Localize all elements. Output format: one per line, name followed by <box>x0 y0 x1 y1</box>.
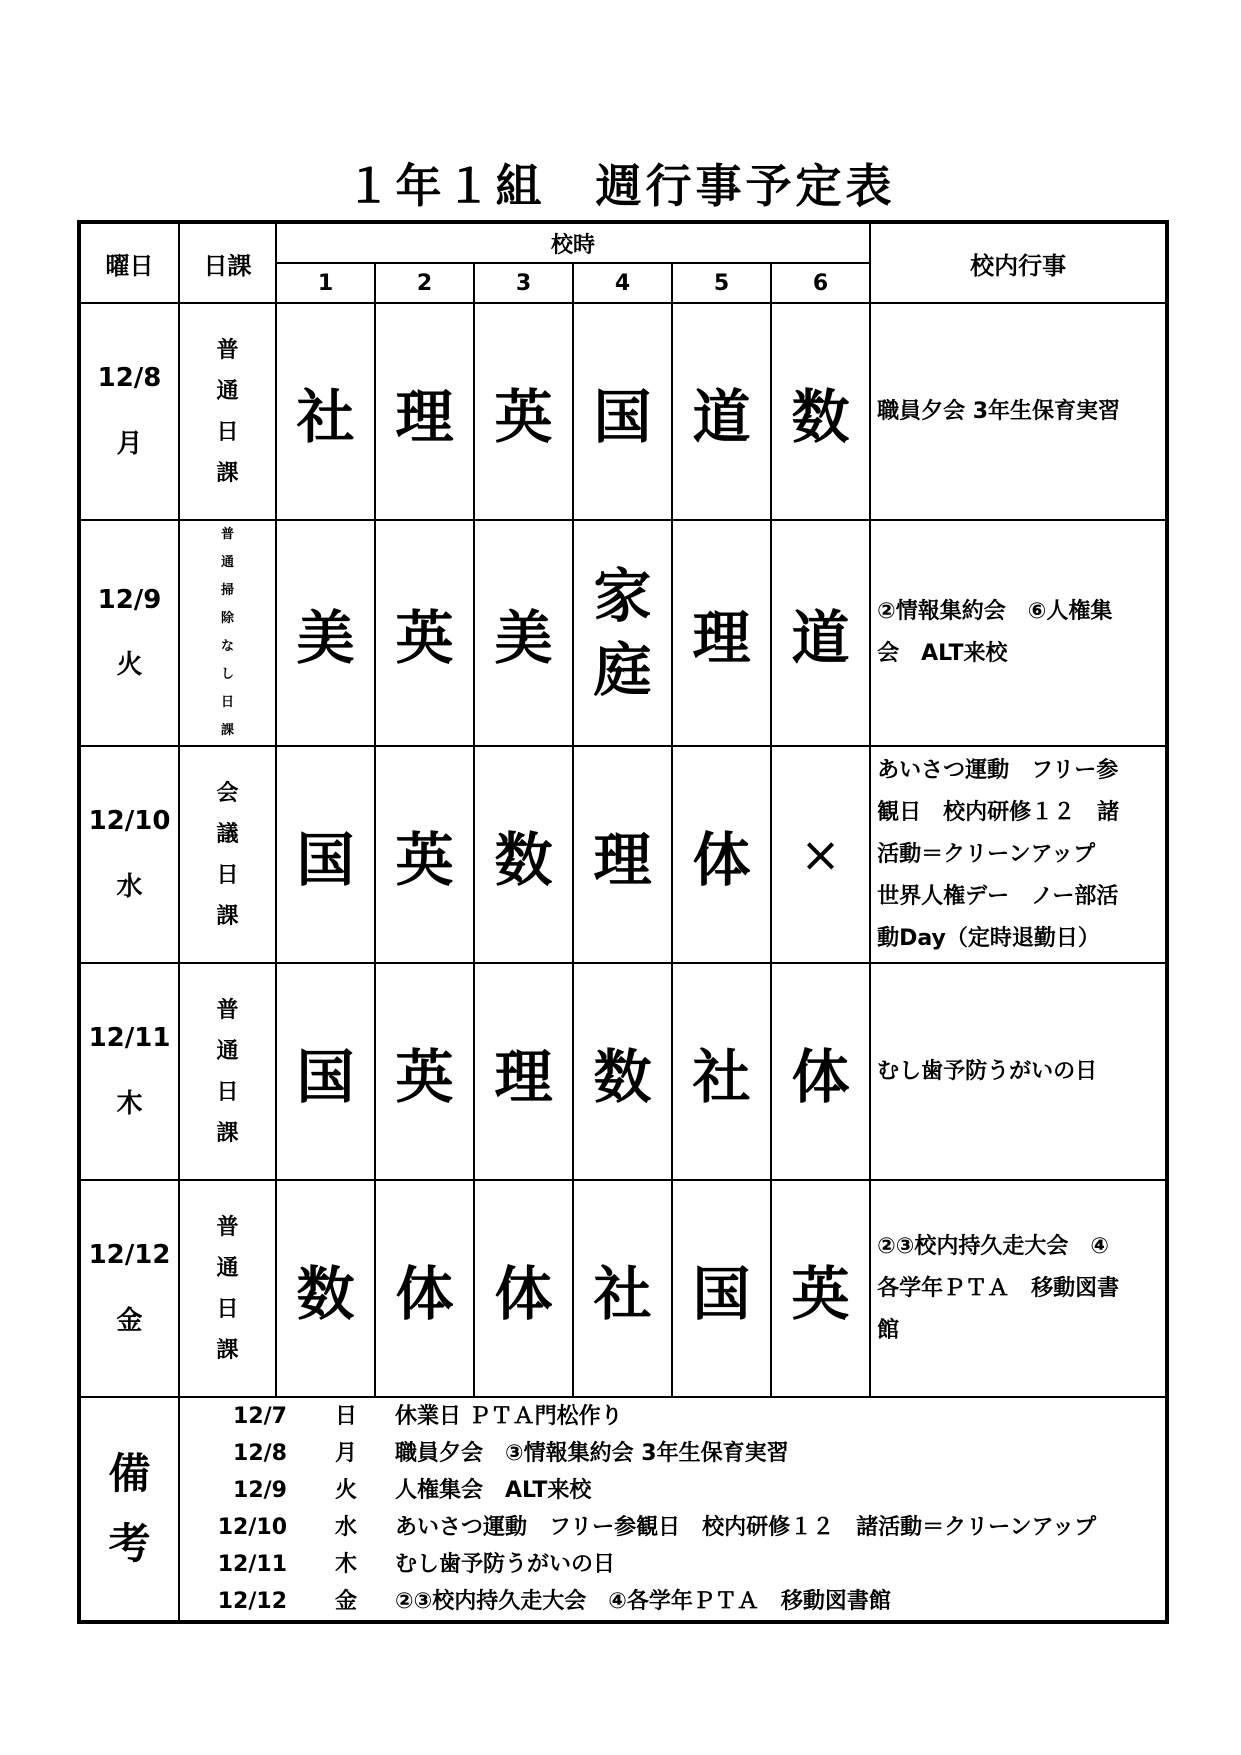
subject-cell-period-4: 国 <box>573 303 672 520</box>
date-text: 12/10 <box>88 806 171 837</box>
note-weekday: 木 <box>334 1552 357 1577</box>
note-item <box>180 1583 1165 1620</box>
nikka-char: 課 <box>220 723 234 738</box>
nikka-char: 普 <box>216 1214 239 1240</box>
nikka-char: 日 <box>216 419 239 445</box>
date-cell <box>79 303 179 520</box>
event-line: 各学年ＰＴＡ 移動図書 <box>877 1275 1120 1301</box>
header-weekday: 曜日 <box>79 222 179 303</box>
subject-cell-period-6: 英 <box>771 1180 870 1397</box>
subject-cell-period-5: 理 <box>672 520 771 746</box>
period-header-4: 4 <box>573 263 672 303</box>
notes-label-char: 備 <box>108 1449 151 1498</box>
subject-cell-period-4: 理 <box>573 746 672 963</box>
nikka-char: 日 <box>216 1296 239 1322</box>
nikka-char: な <box>220 639 234 654</box>
event-line: 館 <box>877 1317 900 1343</box>
nikka-cell <box>179 303 276 520</box>
period-header-3: 3 <box>474 263 573 303</box>
note-item <box>180 1546 1165 1583</box>
date-cell <box>79 520 179 746</box>
header-nikka: 日課 <box>179 222 276 303</box>
nikka-char: 通 <box>216 378 239 404</box>
event-cell <box>870 303 1167 520</box>
subject-cell-period-6: × <box>771 746 870 963</box>
subject-cell-period-6: 数 <box>771 303 870 520</box>
nikka-char: 課 <box>216 1120 239 1146</box>
subject-cell-period-4: 社 <box>573 1180 672 1397</box>
nikka-char: 課 <box>216 1337 239 1363</box>
subject-cell-period-5: 体 <box>672 746 771 963</box>
subject-cell-period-1: 国 <box>276 746 375 963</box>
nikka-char: し <box>220 667 234 682</box>
date-text: 12/12 <box>88 1240 171 1271</box>
weekday-text: 月 <box>116 428 143 459</box>
note-text: 休業日 ＰＴＡ門松作り <box>395 1404 623 1429</box>
note-date: 12/10 <box>217 1515 287 1540</box>
event-line: むし歯予防うがいの日 <box>877 1058 1098 1084</box>
subject-cell-period-2: 体 <box>375 1180 474 1397</box>
event-line: あいさつ運動 フリー参 <box>877 757 1119 783</box>
period-header-2: 2 <box>375 263 474 303</box>
subject-cell-period-3: 美 <box>474 520 573 746</box>
nikka-char: 掃 <box>220 583 234 598</box>
note-item <box>180 1509 1165 1546</box>
nikka-char: 通 <box>220 555 234 570</box>
page-title: １年１組 週行事予定表 <box>345 159 896 213</box>
subject-cell-period-3: 理 <box>474 963 573 1180</box>
note-text: 人権集会 ALT来校 <box>395 1478 592 1503</box>
note-item <box>180 1435 1165 1472</box>
subject-cell-period-1: 美 <box>276 520 375 746</box>
nikka-char: 日 <box>220 695 234 710</box>
nikka-char: 課 <box>216 460 239 486</box>
event-cell <box>870 746 1167 963</box>
subject-cell-period-5: 道 <box>672 303 771 520</box>
subject-cell-period-1: 数 <box>276 1180 375 1397</box>
note-item <box>180 1398 1165 1435</box>
date-text: 12/9 <box>97 584 162 615</box>
subject-cell-period-3: 英 <box>474 303 573 520</box>
event-line: ②情報集約会 ⑥人権集 <box>877 599 1113 624</box>
nikka-char: 会 <box>216 780 239 806</box>
nikka-char: 通 <box>216 1255 239 1281</box>
nikka-char: 日 <box>216 862 239 888</box>
nikka-cell <box>179 520 276 746</box>
nikka-char: 日 <box>216 1079 239 1105</box>
subject-cell-period-3: 体 <box>474 1180 573 1397</box>
weekday-text: 金 <box>116 1305 143 1336</box>
note-weekday: 金 <box>334 1589 357 1614</box>
note-date: 12/12 <box>217 1589 287 1614</box>
note-weekday: 日 <box>334 1404 357 1429</box>
nikka-cell <box>179 963 276 1180</box>
event-cell <box>870 1180 1167 1397</box>
note-text: あいさつ運動 フリー参観日 校内研修１２ 諸活動＝クリーンアップ <box>395 1515 1097 1540</box>
nikka-cell <box>179 746 276 963</box>
weekday-text: 木 <box>116 1088 143 1119</box>
nikka-cell <box>179 1180 276 1397</box>
subject-cell-period-2: 英 <box>375 963 474 1180</box>
subject-cell-period-2: 英 <box>375 746 474 963</box>
event-line: 観日 校内研修１２ 諸 <box>877 799 1120 825</box>
weekday-text: 水 <box>116 871 143 902</box>
event-line: 会 ALT来校 <box>877 641 1008 666</box>
period-header-1: 1 <box>276 263 375 303</box>
nikka-char: 除 <box>220 611 234 626</box>
notes-list <box>179 1397 1167 1622</box>
note-item <box>180 1472 1165 1509</box>
subject-cell-period-1: 社 <box>276 303 375 520</box>
day-row <box>79 303 1167 520</box>
header-events: 校内行事 <box>870 222 1167 303</box>
subject-char: 庭 <box>593 636 652 704</box>
event-line: 職員夕会 3年生保育実習 <box>877 398 1121 424</box>
nikka-char: 課 <box>216 903 239 929</box>
note-date: 12/7 <box>233 1404 287 1429</box>
event-cell <box>870 520 1167 746</box>
subject-cell-period-6: 道 <box>771 520 870 746</box>
note-text: むし歯予防うがいの日 <box>395 1552 616 1577</box>
note-text: 職員夕会 ③情報集約会 3年生保育実習 <box>395 1441 789 1466</box>
nikka-char: 普 <box>220 527 234 542</box>
day-row <box>79 1180 1167 1397</box>
date-cell <box>79 963 179 1180</box>
subject-cell-period-5: 国 <box>672 1180 771 1397</box>
subject-cell-period-1: 国 <box>276 963 375 1180</box>
notes-label <box>79 1397 179 1622</box>
note-date: 12/11 <box>217 1552 287 1577</box>
note-weekday: 月 <box>334 1441 357 1466</box>
subject-cell-period-5: 社 <box>672 963 771 1180</box>
notes-label-char: 考 <box>108 1519 151 1568</box>
subject-char: 家 <box>593 562 652 630</box>
note-date: 12/8 <box>233 1441 287 1466</box>
subject-cell-period-6: 体 <box>771 963 870 1180</box>
date-cell <box>79 1180 179 1397</box>
note-text: ②③校内持久走大会 ④各学年ＰＴＡ 移動図書館 <box>395 1589 891 1614</box>
event-cell <box>870 963 1167 1180</box>
nikka-char: 普 <box>216 337 239 363</box>
date-cell <box>79 746 179 963</box>
weekly-schedule-table <box>77 220 1169 1624</box>
event-line: 動Day（定時退勤日） <box>877 925 1100 951</box>
note-date: 12/9 <box>233 1478 287 1503</box>
subject-cell-period-2: 理 <box>375 303 474 520</box>
event-line: 活動＝クリーンアップ <box>877 841 1096 867</box>
header-periods-label: 校時 <box>276 222 870 263</box>
subject-cell-period-4 <box>573 520 672 746</box>
date-text: 12/11 <box>88 1023 171 1054</box>
note-weekday: 水 <box>334 1515 357 1540</box>
subject-cell-period-3: 数 <box>474 746 573 963</box>
day-row <box>79 963 1167 1180</box>
event-line: 世界人権デー ノー部活 <box>877 883 1119 909</box>
nikka-char: 議 <box>216 821 239 847</box>
note-weekday: 火 <box>334 1478 357 1503</box>
subject-cell-period-4: 数 <box>573 963 672 1180</box>
day-row <box>79 520 1167 746</box>
period-header-6: 6 <box>771 263 870 303</box>
day-row <box>79 746 1167 963</box>
period-header-5: 5 <box>672 263 771 303</box>
nikka-char: 通 <box>216 1038 239 1064</box>
date-text: 12/8 <box>97 363 162 394</box>
weekday-text: 火 <box>116 650 143 680</box>
event-line: ②③校内持久走大会 ④ <box>877 1233 1109 1259</box>
subject-cell-period-2: 英 <box>375 520 474 746</box>
nikka-char: 普 <box>216 997 239 1023</box>
